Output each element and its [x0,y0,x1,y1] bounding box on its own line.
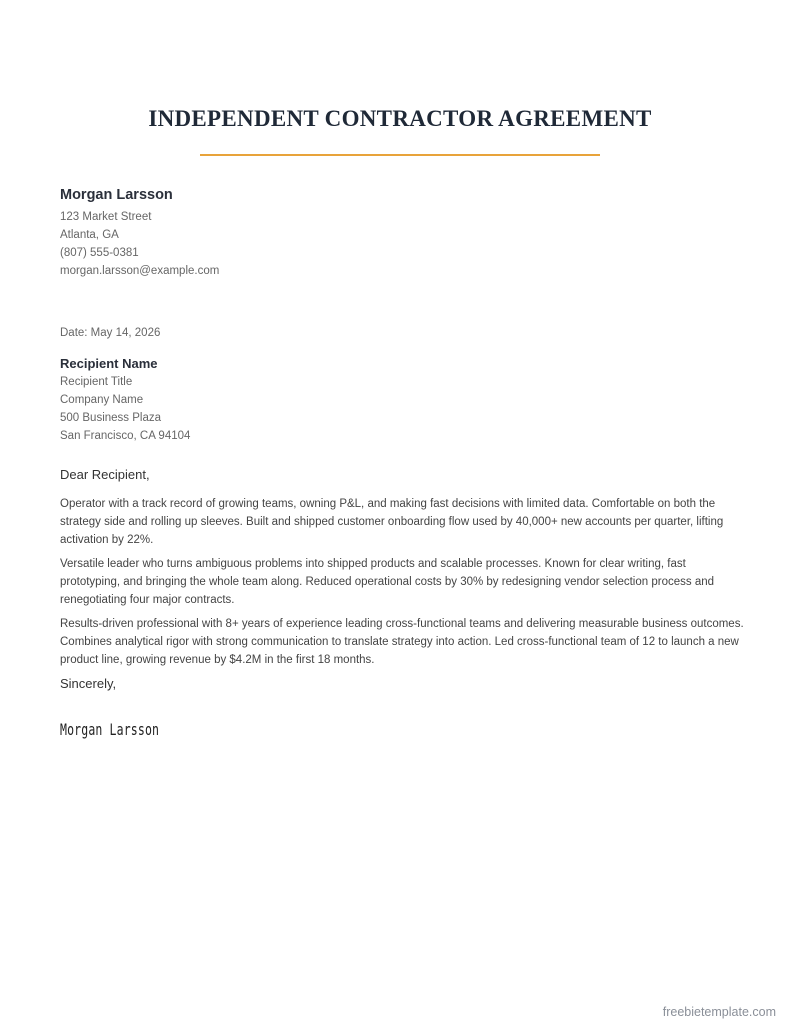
letter-body [60,495,744,675]
recipient-name: Recipient Name [60,356,158,371]
letter-date: Date: May 14, 2026 [60,327,161,339]
sender-block [60,186,219,280]
recipient-company: Company Name [60,394,144,406]
recipient-block [60,355,190,445]
body-paragraph: Versatile leader who turns ambiguous problems into shipped products and scalable processes. Known for clear writing, fast prototyping, and bringing the whole team along. Reduced operational costs by 30% by redesigning vendor selection process and renegotiating four major contracts. [60,558,715,606]
salutation: Dear Recipient, [60,467,150,482]
body-paragraph: Results-driven professional with 8+ years of experience leading cross-functional teams and delivering measurable business outcomes. Combines analytical rigor with strong communication to translate strategy into action. Led cross-functional team of 12 to launch a new product line, growing revenue by $4.2M in the first 18 months. [60,618,744,666]
recipient-city: San Francisco, CA 94104 [60,430,191,442]
recipient-street: 500 Business Plaza [60,412,162,424]
recipient-title: Recipient Title [60,376,133,388]
document-title: INDEPENDENT CONTRACTOR AGREEMENT [148,106,652,131]
sender-name: Morgan Larsson [60,187,173,203]
footer-watermark: freebietemplate.com [662,1005,776,1019]
sender-email: morgan.larsson@example.com [60,265,220,277]
sender-phone: (807) 555-0381 [60,247,139,259]
sender-street: 123 Market Street [60,211,152,223]
title-divider [200,154,600,156]
closing: Sincerely, [60,676,117,691]
sender-city: Atlanta, GA [60,229,119,241]
signature: Morgan Larsson [60,720,160,739]
body-paragraph: Operator with a track record of growing teams, owning P&L, and making fast decisions with limited data. Comfortable on both the strategy side and rolling up sleeves. Built and shipped customer onboarding flow used by 40,000+ new accounts per quarter, lifting activation by 22%. [60,498,724,546]
